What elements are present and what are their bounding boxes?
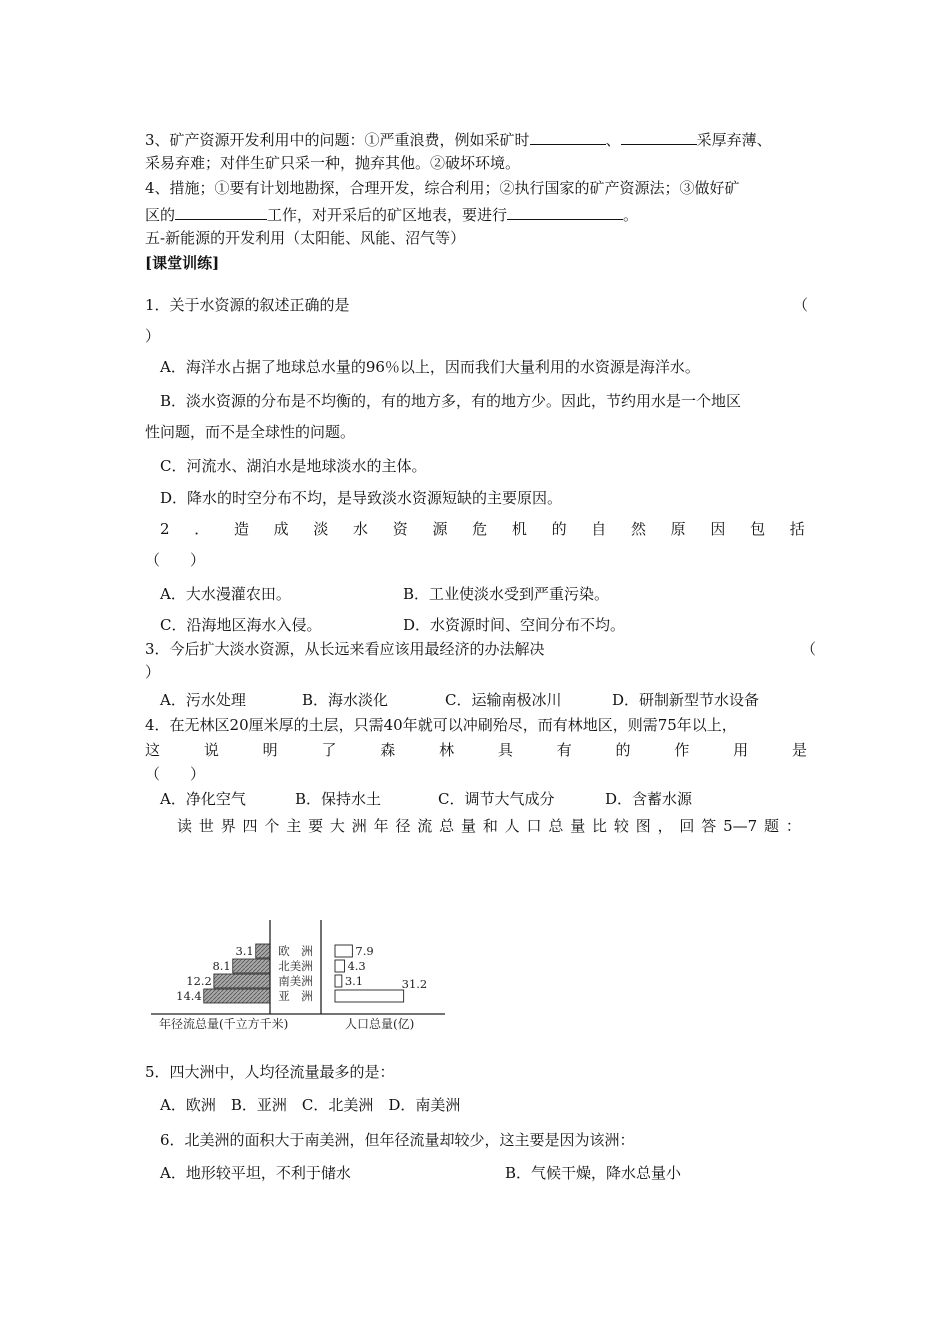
continent-label-1: 北美洲	[278, 959, 313, 973]
q1-option-a: A．海洋水占据了地球总水量的96％以上，因而我们大量利用的水资源是海洋水。	[160, 358, 700, 376]
fill-blank-1[interactable]	[530, 128, 606, 145]
q2-stem: 2 ． 造 成 淡 水 资 源 危 机 的 自 然 原 因 包 括	[160, 520, 805, 538]
runoff-population-chart	[145, 912, 465, 1034]
fill-blank-2[interactable]	[621, 128, 697, 145]
q1-stem: 1．关于水资源的叙述正确的是	[145, 296, 350, 314]
section4-line1: 4、措施；①要有计划地勘探，合理开发，综合利用；②执行国家的矿产资源法；③做好矿	[145, 179, 740, 197]
q4-option-c: C．调节大气成分	[438, 790, 555, 808]
chart-instruction: 读 世 界 四 个 主 要 大 洲 年 径 流 总 量 和 人 口 总 量 比 较 图 ， 回 答 5—7 题 ：	[177, 817, 801, 835]
q2-option-b: B．工业使淡水受到严重污染。	[403, 585, 610, 603]
runoff-bar-3	[204, 989, 270, 1003]
q3-paren-close: ）	[145, 663, 161, 681]
population-bar-3	[335, 990, 404, 1002]
q1-option-c: C．河流水、湖泊水是地球淡水的主体。	[160, 457, 427, 475]
runoff-value-label-1: 8.1	[212, 959, 231, 973]
q5-stem: 5．四大洲中，人均径流量最多的是：	[145, 1063, 395, 1081]
q3-option-c: C．运输南极冰川	[445, 691, 562, 709]
q3-option-b: B．海水淡化	[302, 691, 389, 709]
runoff-bar-0	[256, 944, 270, 958]
left-axis-title: 年径流总量(千立方千米)	[159, 1017, 289, 1031]
section3-text-b: 采厚弃薄、	[696, 131, 772, 149]
section3-line1	[145, 128, 772, 150]
q3-option-a: A．污水处理	[160, 691, 246, 709]
section4-line2	[145, 203, 638, 225]
section4-text-c: 。	[623, 206, 639, 224]
population-value-label-2: 3.1	[344, 974, 364, 988]
section3-text-a: 3、矿产资源开发利用中的问题：①严重浪费，例如采矿时	[145, 131, 530, 149]
q4-option-a: A．净化空气	[160, 790, 246, 808]
section4-text-a: 区的	[145, 206, 176, 224]
fill-blank-4[interactable]	[507, 203, 623, 220]
fill-blank-3[interactable]	[175, 203, 267, 220]
section4-text-b: 工作，对开采后的矿区地表，要进行	[267, 206, 508, 224]
q4-option-b: B．保持水土	[295, 790, 382, 808]
continent-label-2: 南美洲	[278, 974, 313, 988]
population-value-label-3: 31.2	[401, 977, 428, 991]
runoff-bar-1	[233, 959, 270, 973]
runoff-bar-2	[214, 974, 270, 988]
population-bar-2	[335, 975, 342, 987]
q1-option-d: D．降水的时空分布不均，是导致淡水资源短缺的主要原因。	[160, 489, 563, 507]
q2-paren: （ ）	[145, 551, 206, 569]
section3-line2: 采易弃难；对伴生矿只采一种，抛弃其他。②破坏环境。	[145, 154, 521, 172]
q1-paren-close: ）	[145, 327, 161, 345]
training-title: [课堂训练]	[145, 254, 220, 272]
runoff-value-label-2: 12.2	[186, 974, 212, 988]
population-value-label-0: 7.9	[355, 944, 374, 958]
q6-stem: 6．北美洲的面积大于南美洲，但年径流量却较少，这主要是因为该洲：	[160, 1131, 635, 1149]
right-axis-title: 人口总量(亿)	[345, 1017, 415, 1031]
runoff-value-label-0: 3.1	[235, 944, 254, 958]
q2-option-d: D．水资源时间、空间分布不均。	[403, 616, 626, 634]
population-bar-1	[335, 960, 344, 972]
q2-option-a: A．大水漫灌农田。	[160, 585, 291, 603]
q6-option-a: A．地形较平坦，不利于储水	[160, 1164, 351, 1182]
q3-paren-open: （	[801, 640, 817, 658]
population-bar-0	[335, 945, 352, 957]
q4-option-d: D．含蓄水源	[605, 790, 693, 808]
population-value-label-1: 4.3	[347, 959, 366, 973]
q3-option-d: D．研制新型节水设备	[612, 691, 760, 709]
q2-option-c: C．沿海地区海水入侵。	[160, 616, 322, 634]
q1-paren-open: （	[793, 296, 809, 314]
section3-sep: 、	[605, 131, 621, 149]
continent-label-0: 欧 洲	[278, 944, 313, 958]
q4-stem-line1: 4．在无林区20厘米厚的土层，只需40年就可以冲刷殆尽，而有林地区，则需75年以上，	[145, 716, 737, 734]
runoff-value-label-3: 14.4	[176, 989, 202, 1003]
q5-options: A．欧洲 B．亚洲 C．北美洲 D．南美洲	[160, 1096, 461, 1114]
q4-paren: （ ）	[145, 765, 206, 783]
q1-option-b-line2: 性问题，而不是全球性的问题。	[145, 423, 356, 441]
q4-stem-line2: 这 说 明 了 森 林 具 有 的 作 用 是	[145, 741, 807, 759]
q1-option-b-line1: B．淡水资源的分布是不均衡的，有的地方多，有的地方少。因此，节约用水是一个地区	[160, 392, 742, 410]
q3-stem: 3．今后扩大淡水资源，从长远来看应该用最经济的办法解决	[145, 640, 545, 658]
section5-heading: 五-新能源的开发利用（太阳能、风能、沼气等）	[145, 229, 466, 247]
continent-label-3: 亚 洲	[278, 989, 313, 1003]
q6-option-b: B．气候干燥，降水总量小	[505, 1164, 682, 1182]
